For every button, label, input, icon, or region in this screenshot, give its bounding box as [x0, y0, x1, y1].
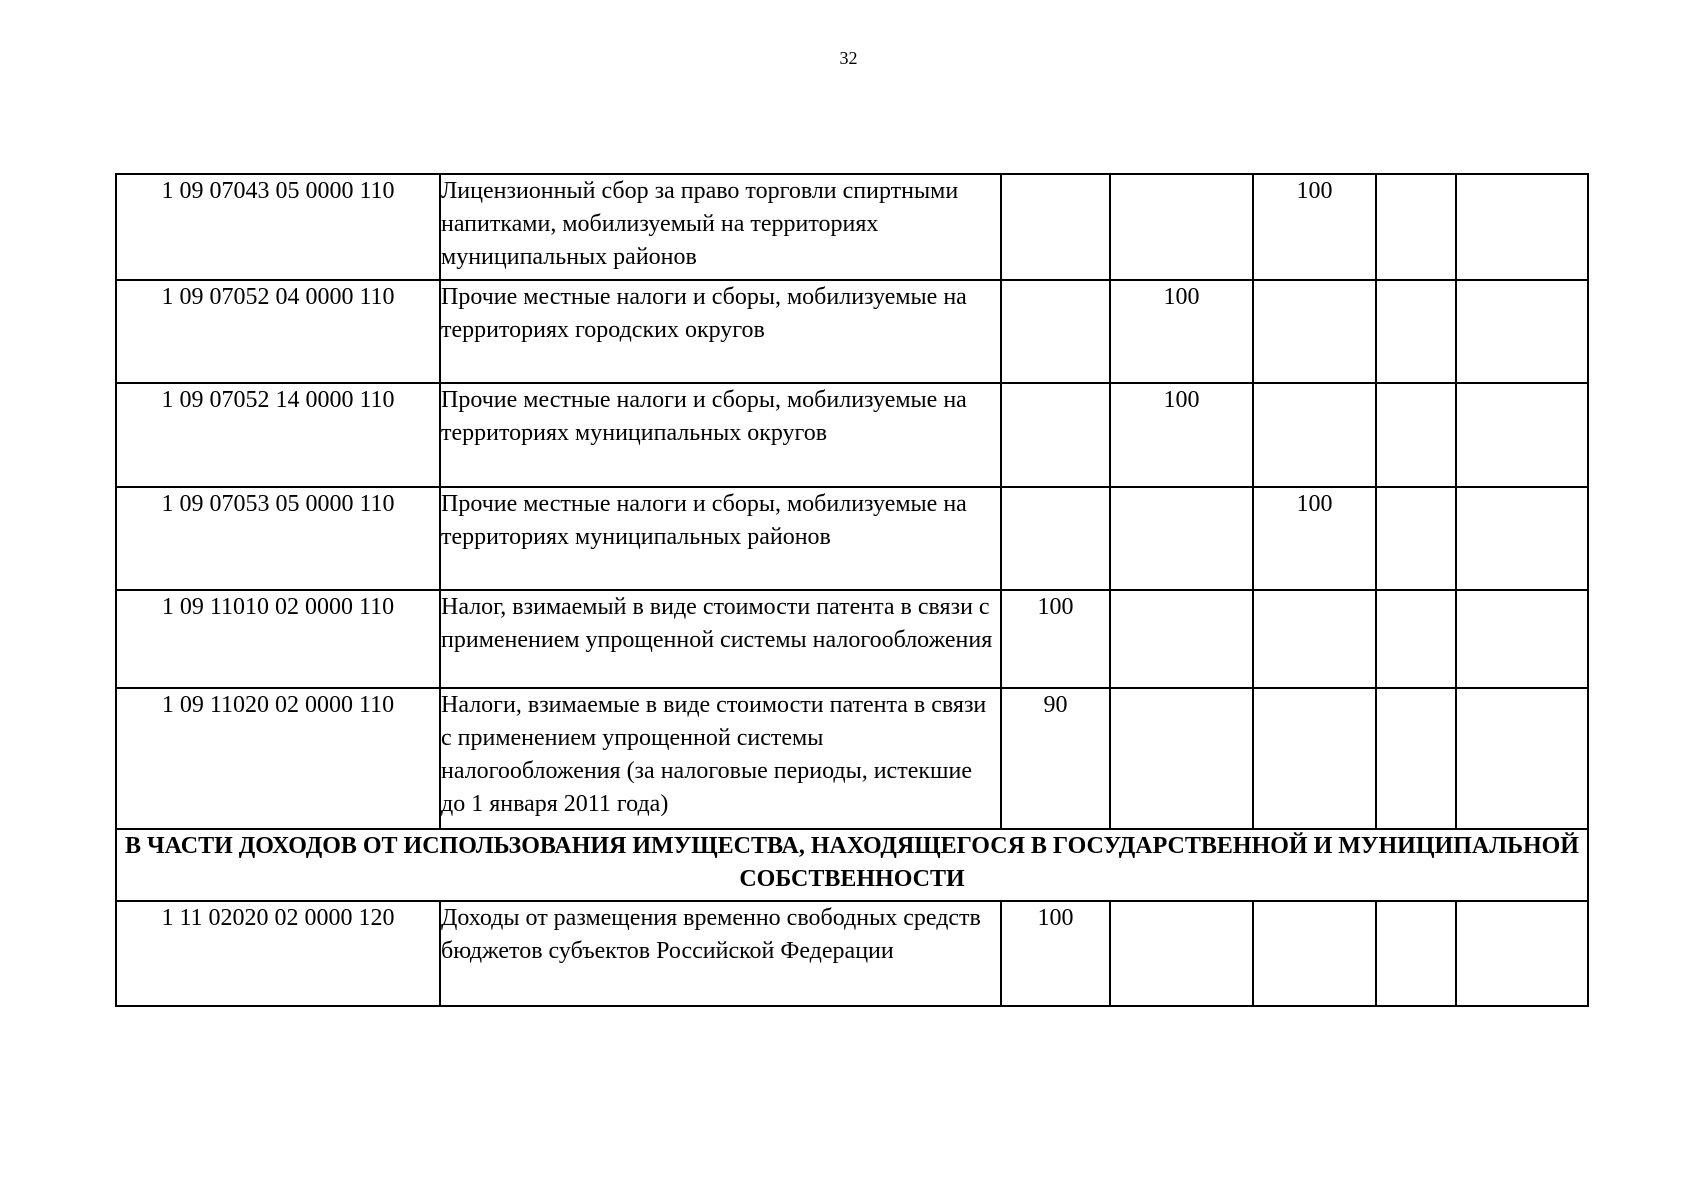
value-cell	[1110, 901, 1253, 1006]
value-cell: 100	[1001, 590, 1110, 688]
value-cell: 100	[1253, 174, 1376, 280]
revenue-name-cell: Прочие местные налоги и сборы, мобилизуемые на территориях муниципальных районов	[440, 487, 1001, 590]
value-cell	[1001, 487, 1110, 590]
value-cell: 90	[1001, 688, 1110, 829]
value-cell	[1456, 487, 1588, 590]
value-cell	[1456, 383, 1588, 487]
kbk-code-cell: 1 09 07052 14 0000 110	[116, 383, 440, 487]
revenue-name-cell: Лицензионный сбор за право торговли спиртными напитками, мобилизуемый на территориях муниципальных районов	[440, 174, 1001, 280]
value-cell	[1456, 590, 1588, 688]
value-cell: 100	[1110, 383, 1253, 487]
table-row	[116, 280, 1588, 383]
value-cell: 100	[1001, 901, 1110, 1006]
revenue-name-cell: Прочие местные налоги и сборы, мобилизуемые на территориях городских округов	[440, 280, 1001, 383]
revenue-name-cell: Доходы от размещения временно свободных средств бюджетов субъектов Российской Федерации	[440, 901, 1001, 1006]
kbk-code-cell: 1 09 07053 05 0000 110	[116, 487, 440, 590]
revenue-name-cell: Налоги, взимаемые в виде стоимости патента в связи с применением упрощенной системы налогообложения (за налоговые периоды, истекшие до 1 января 2011 года)	[440, 688, 1001, 829]
value-cell	[1456, 688, 1588, 829]
section-heading: В ЧАСТИ ДОХОДОВ ОТ ИСПОЛЬЗОВАНИЯ ИМУЩЕСТВА, НАХОДЯЩЕГОСЯ В ГОСУДАРСТВЕННОЙ И МУНИЦИПАЛЬНОЙ СОБСТВЕННОСТИ	[116, 829, 1588, 901]
table-row	[116, 590, 1588, 688]
value-cell	[1376, 590, 1456, 688]
value-cell	[1376, 688, 1456, 829]
value-cell	[1253, 688, 1376, 829]
value-cell: 100	[1110, 280, 1253, 383]
table-row	[116, 901, 1588, 1006]
value-cell	[1110, 487, 1253, 590]
value-cell	[1376, 174, 1456, 280]
revenue-distribution-table	[115, 173, 1589, 1007]
value-cell	[1376, 383, 1456, 487]
value-cell	[1456, 174, 1588, 280]
value-cell	[1456, 280, 1588, 383]
kbk-code-cell: 1 09 07052 04 0000 110	[116, 280, 440, 383]
kbk-code-cell: 1 09 07043 05 0000 110	[116, 174, 440, 280]
value-cell	[1001, 383, 1110, 487]
value-cell	[1253, 901, 1376, 1006]
revenue-name-cell: Налог, взимаемый в виде стоимости патента в связи с применением упрощенной системы налогообложения	[440, 590, 1001, 688]
page-number: 32	[839, 48, 858, 68]
kbk-code-cell: 1 09 11010 02 0000 110	[116, 590, 440, 688]
value-cell: 100	[1253, 487, 1376, 590]
table-row	[116, 487, 1588, 590]
kbk-code-cell: 1 09 11020 02 0000 110	[116, 688, 440, 829]
value-cell	[1376, 487, 1456, 590]
value-cell	[1110, 688, 1253, 829]
section-header-row	[116, 829, 1588, 901]
value-cell	[1001, 280, 1110, 383]
kbk-code-cell: 1 11 02020 02 0000 120	[116, 901, 440, 1006]
table-row	[116, 688, 1588, 829]
value-cell	[1456, 901, 1588, 1006]
table-row	[116, 383, 1588, 487]
value-cell	[1376, 280, 1456, 383]
revenue-name-cell: Прочие местные налоги и сборы, мобилизуемые на территориях муниципальных округов	[440, 383, 1001, 487]
value-cell	[1001, 174, 1110, 280]
value-cell	[1253, 280, 1376, 383]
value-cell	[1253, 590, 1376, 688]
value-cell	[1110, 590, 1253, 688]
value-cell	[1376, 901, 1456, 1006]
value-cell	[1253, 383, 1376, 487]
table-row	[116, 174, 1588, 280]
value-cell	[1110, 174, 1253, 280]
